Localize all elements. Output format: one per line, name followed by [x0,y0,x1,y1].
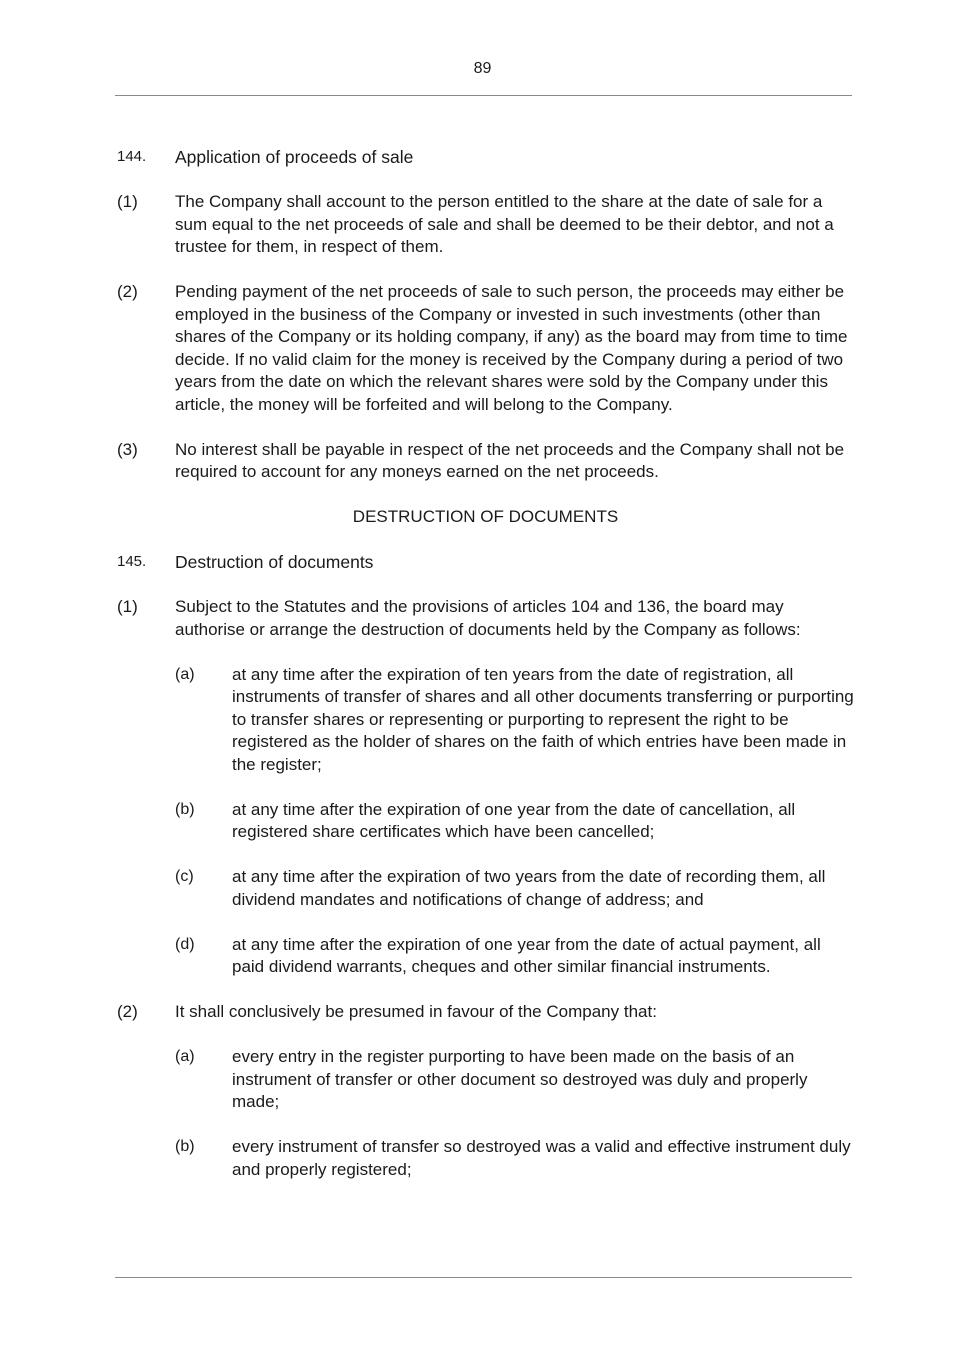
sub-paragraph-letter: (b) [175,800,195,818]
sub-paragraph-text: at any time after the expiration of two years from the date of recording them, all dividend mandates and notifications of change of address; and [232,867,826,909]
sub-paragraph [175,799,854,844]
sub-paragraph [175,1136,854,1181]
sub-paragraph-letter: (a) [175,1048,195,1065]
paragraph-number: (1) [117,597,138,616]
sub-paragraph [175,934,854,979]
paragraph [117,281,854,416]
article-title: Application of proceeds of sale [175,147,414,167]
sub-paragraph [175,664,854,777]
article-title: Destruction of documents [175,552,374,572]
sub-paragraph-letter: (c) [175,868,194,885]
paragraph-text: It shall conclusively be presumed in favour of the Company that: [175,1002,657,1021]
sub-paragraph-letter: (d) [175,935,195,953]
article-heading [117,551,854,574]
paragraph-text: The Company shall account to the person entitled to the share at the date of sale for a sum equal to the net proceeds of sale and shall be deemed to be their debtor, and not a trustee for them, in respect of them. [175,192,834,256]
sub-paragraph-text: every instrument of transfer so destroyed was a valid and effective instrument duly and properly registered; [232,1137,851,1179]
article-heading [117,146,854,169]
sub-paragraph-text: every entry in the register purporting to have been made on the basis of an instrument of transfer or other document so destroyed was duly and properly made; [232,1047,808,1111]
paragraph [117,1001,854,1024]
footer-divider [115,1277,852,1278]
sub-paragraph [175,1046,854,1114]
sub-paragraph [175,866,854,911]
paragraph [117,191,854,259]
document-body [117,146,854,1181]
section-title: DESTRUCTION OF DOCUMENTS [352,507,619,526]
paragraph-number: (1) [117,192,138,211]
paragraph-number: (2) [117,282,138,301]
header-divider [115,95,852,96]
article-number: 145. [117,553,147,570]
paragraph [117,439,854,484]
paragraph-text: Pending payment of the net proceeds of sale to such person, the proceeds may either be employed in the business of the Company or invested in such investments (other than shares of the Company or its holding company, if any) as the board may from time to time decide. If no valid claim for the money is received by the Company during a period of two years from the date on which the relevant shares were sold by the Company under this article, the money will be forfeited and will belong to the Company. [175,282,848,414]
sub-paragraph-letter: (a) [175,665,195,683]
sub-paragraph-letter: (b) [175,1138,195,1155]
paragraph-number: (2) [117,1002,138,1021]
page-number: 89 [473,60,492,77]
paragraph-number: (3) [117,439,138,459]
article-number: 144. [117,148,147,165]
sub-paragraph-text: at any time after the expiration of one year from the date of cancellation, all registered share certificates which have been cancelled; [232,799,796,841]
sub-paragraph-text: at any time after the expiration of ten years from the date of registration, all instruments of transfer of shares and all other documents transferring or purporting to transfer shares or representing or purporting to represent the right to be registered as the holder of shares on the faith of which entries have been made in the register; [232,664,854,774]
paragraph [117,596,854,641]
paragraph-text: Subject to the Statutes and the provisions of articles 104 and 136, the board may authorise or arrange the destruction of documents held by the Company as follows: [175,597,801,639]
paragraph-text: No interest shall be payable in respect of the net proceeds and the Company shall not be required to account for any moneys earned on the net proceeds. [175,439,845,481]
sub-paragraph-text: at any time after the expiration of one year from the date of actual payment, all paid dividend warrants, cheques and other similar financial instruments. [232,934,821,976]
